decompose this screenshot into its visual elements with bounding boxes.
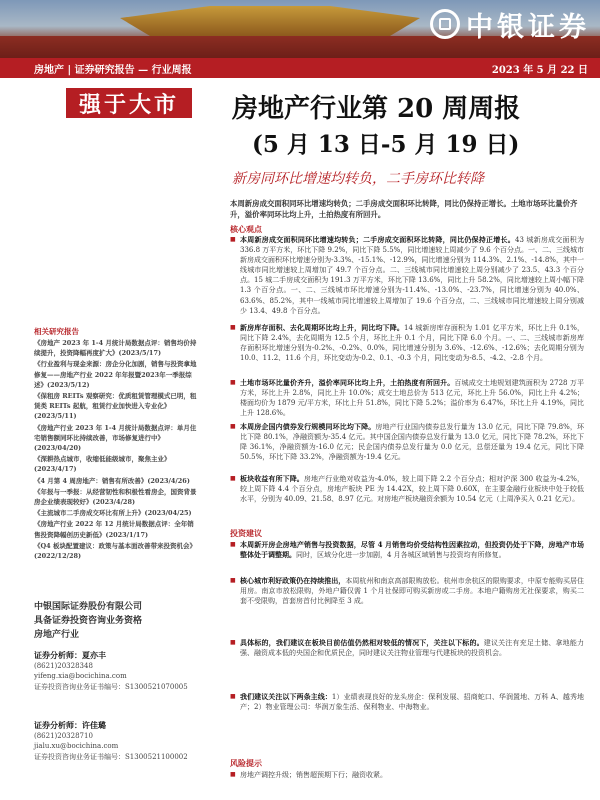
core-point-text: 43 城新房成交面积为 336.8 万平方米，环比下降 9.2%，同比下降 5.5%，同比增速较上周减少了 9.6 个百分点。一、二、三线城市新房成交面积环比增速分别为-3.3%、-15.1%、-12.9%，同比增速分别为 114.3%、2.1%、-14.8%，其中一线城市同比增速较上周增加了 49.7 个百分点。二、三线城市同比增速较上周分别减少了 23.5、43.3 个百分点。15 城二手房成交面积为 191.3 万平方米，环比下降 13.6%，同比上升 58.2%，同比增速较上周小幅下降 1.3 个百分点。一、二、三线城市环比增速分别为-11.4%、-13.0%、-23.7%，同比增速分别为 40.0%、63.6%、85.2%，其中一线城市同比增速较上周增加了 19.6 个百分点，二、三线城市同比增速较上周分别减少 13.4、49.8 个百分点。 (240, 236, 585, 315)
report-subtitle: 新房同环比增速均转负，二手房环比转降 (232, 171, 484, 187)
risk-text: 房地产调控升级；销售超预期下行；融资收紧。 (240, 771, 387, 779)
core-point-text: 百城成交土地规划建筑面积为 2728 万平方米，环比上升 2.8%，同比上升 10.0%；成交土地总价为 513 亿元，环比上升 56.0%，同比上升 4.2%；楼面均价为 1879 元/平方米，环比上升 51.8%，同比下降 5.2%；溢价率为 6.47%，环比上升 4.19%，同比上升 128.6%。 (240, 379, 585, 418)
investment-point-lead: 具体标的，我们建议在板块目前估值仍然相对较低的情况下，关注以下标的。 (240, 638, 484, 647)
core-point-text: 房地产行业国内债券总发行量为 13.0 亿元，同比下降 79.8%，环比下降 80.1%，净融资额为-35.4 亿元。其中国企国内债券总发行量为 13.0 亿元，同比下降 78.2%，环比下降 36.1%，净融资额为-16.0 亿元；民企国内债券总发行量为 0.0 亿元，总偿还量为 19.4 亿元，同比下降 50.5%，环比下降 33.2%，净融资额为-19.4 亿元。 (240, 423, 585, 462)
company-info (34, 600, 204, 642)
related-report-item[interactable]: 《4 月第 4 周房地产：销售有所改善》(2023/4/26) (34, 476, 190, 485)
analyst-phone: (8621)20328710 (34, 731, 93, 740)
bank-logo-icon (430, 9, 460, 39)
report-date: 2023 年 5 月 22 日 (491, 64, 588, 76)
investment-point-text: 本周杭州和南京高部限购放松。杭州市余杭区的限购要求，中原专能购买居住用房。南京市放松限购，外地户籍仅需 1 个月社保即可购买新房或二手房。本地户籍购房无社保要求，购买二套不受限购，首套房首付比例降至 3 成。 (240, 577, 584, 606)
related-report-item[interactable]: 《行业盈利与现金来源：房企分化加剧，销售与投资拿地修复——房地产行业 2022 年年报暨2023年一季报综述》(2023/5/12) (34, 360, 197, 389)
core-point-4 (230, 422, 584, 462)
logo-text: 中银证券 (466, 11, 590, 43)
analyst-name: 证券分析师：夏亦丰 (34, 650, 106, 660)
investment-point-lead: 核心城市利好政策仍在持续推出， (240, 576, 346, 585)
analyst-license: 证券投资咨询业务证书编号：S1300521100002 (34, 752, 188, 761)
related-research-heading: 相关研究报告 (34, 327, 79, 336)
rating-badge: 强于大市 (66, 88, 192, 118)
core-point-lead: 本周新房成交面积同环比增速均转负；二手房成交面积环比转降，同比仍保持正增长。 (240, 235, 515, 244)
core-point-text: 房地产行业绝对收益为-4.0%，较上周下降 2.2 个百分点；相对沪深 300 收益为-4.2%，较上周下降 4.4 个百分点，房地产板块 PE 为 14.42X，较上周下降 0.60X，在主要金融行业板块中处于较低水平，分别为 40.09、21.58、8.97 亿元。对房地产板块融资余额为 10.54 亿元（上周净买入 0.21 亿元）。 (240, 475, 584, 504)
report-title: 房地产行业第 20 周周报 (232, 94, 521, 124)
analyst-email[interactable]: yifeng.xia@bocichina.com (34, 672, 127, 680)
section-core-heading: 核心观点 (230, 224, 262, 234)
related-report-item[interactable]: 《深耕热点城市，收缩低能级城市，聚焦主业》(2023/4/17) (34, 455, 171, 474)
risk-point (230, 770, 584, 780)
core-point-lead: 土地市场环比量价齐升，溢价率同环比均上升，土拍热度有所回升。 (240, 378, 455, 387)
section-risk-heading: 风险提示 (230, 758, 262, 768)
related-report-item[interactable]: 《年报与一季报：从经营韧性和积极性看房企，国资背景房企业绩表现较好》(2023/4/28) (34, 487, 197, 507)
investment-point-2 (230, 576, 584, 606)
company-logo (430, 6, 590, 42)
header-banner-image (0, 0, 600, 58)
analyst-name: 证券分析师：许佳璐 (34, 720, 106, 730)
investment-point-text: 同时，区域分化进一步加剧，4 月各城区域销售与投资均有所修复。 (296, 551, 506, 560)
analyst-license: 证券投资咨询业务证书编号：S1300521070005 (34, 682, 188, 691)
core-point-2 (230, 323, 584, 363)
investment-point-lead: 本周新开房企房地产销售与投资数据，尽管 4 月销售均价受结构性因素拉动，但投资仍处于下降，房地产市场整体处于调整期。 (240, 540, 584, 560)
core-point-text: 14 城新房库存面积为 1.01 亿平方米，环比上升 0.1%，同比下降 2.4%，去化周期为 12.5 个月，环比上升 0.1 个月，同比下降 6.0 个月。一、二、三线城市新房库存面积环比增速分别为-0.2%、-0.2%、0.0%，同比增速分别为 3.6%、-12.6%、-12.6%；去化周期分别为 10.0、11.2、11.6 个月，环比变动为-0.2、0.1、-0.3 个月，同比变动为-8.5、-4.2、-2.8 个月。 (240, 324, 585, 363)
related-research-list (34, 338, 198, 562)
investment-point-lead: 我们建议关注以下两条主线： (240, 692, 332, 701)
report-info-bar (0, 58, 600, 78)
company-name: 中银国际证券股份有限公司 (34, 602, 143, 612)
core-point-lead: 板块收益有所下降。 (240, 474, 304, 483)
abstract-paragraph: 本周新房成交面积同环比增速均转负；二手房成交面积环比转降，同比仍保持正增长。土地市场环比量价齐升，溢价率同环比均上升，土拍热度有所回升。 (230, 199, 578, 219)
analyst-card-1 (34, 650, 204, 692)
analyst-phone: (8621)20328348 (34, 661, 93, 670)
breadcrumb: 房地产 | 证券研究报告 — 行业周报 (34, 64, 192, 76)
related-report-item[interactable]: 《保租房 REITs 观察研究：优质租赁管理模式已明，租赁类 REITs 起航，租赁行业加快进入专业化》(2023/5/11) (34, 392, 197, 421)
core-point-lead: 新房库存面积、去化周期环比均上升，同比均下降。 (240, 323, 404, 332)
investment-point-text: 建议关注有充足土储、拿地能力强、融资成本低的央国企和优质民企，同时建议关注物业管理与代建板块的投资机会。 (240, 639, 585, 658)
related-report-item[interactable]: 《主流城市二手房成交环比有所上升》(2023/04/25) (34, 509, 192, 518)
investment-point-3 (230, 638, 584, 658)
related-report-item[interactable]: 《房地产 2023 年 1-4 月统计局数据点评：销售均价持续提升，投资降幅再度扩大》(2023/5/17) (34, 339, 197, 358)
investment-point-text: 1）业绩表现良好的龙头房企：保利发展、招商蛇口、华润置地、万科 A、越秀地产；2）物业管理公司：华润万象生活、保利物业、中海物业。 (240, 693, 585, 712)
report-period: (5 月 13 日-5 月 19 日) (252, 131, 520, 158)
section-investment-heading: 投资建议 (230, 528, 262, 538)
company-qualification: 具备证券投资咨询业务资格 (34, 616, 143, 626)
core-point-1 (230, 235, 584, 316)
related-report-item[interactable]: 《房地产行业 2023 年 1-4 月统计局数据点评：单月住宅销售额同环比持续改善，市场修复进行中》(2023/04/20) (34, 423, 197, 453)
palace-roof-illustration (120, 6, 420, 36)
analyst-card-2 (34, 720, 204, 762)
related-report-item[interactable]: 《房地产行业 2022 年 12 月统计局数据点评：全年销售投资降幅创历史新低》(2023/1/17) (34, 520, 194, 539)
core-point-3 (230, 378, 584, 418)
analyst-email[interactable]: jialu.xu@bocichina.com (34, 742, 119, 750)
core-point-5 (230, 474, 584, 504)
core-point-lead: 本周房企国内债券发行规模同环比均下降。 (240, 422, 376, 431)
investment-point-1 (230, 540, 584, 560)
related-report-item[interactable]: 《Q4 板块配置建议：政策与基本面改善带来投资机会》(2022/12/28) (34, 541, 196, 561)
coverage-industry: 房地产行业 (34, 630, 80, 640)
investment-point-4 (230, 692, 584, 712)
